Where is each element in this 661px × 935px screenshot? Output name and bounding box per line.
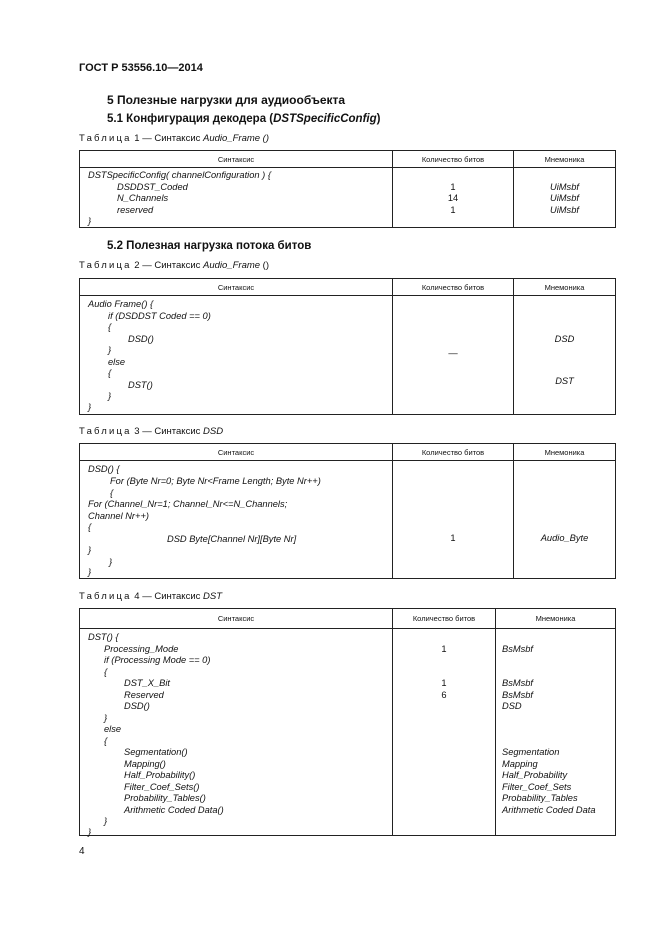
mnemonic-value: DSD	[502, 701, 522, 711]
bits-value: 6	[441, 689, 447, 700]
code-line: Arithmetic Coded Data()	[124, 804, 224, 815]
code-line: }	[104, 816, 108, 826]
code-line: {	[104, 666, 108, 677]
code-line: Reserved	[124, 689, 164, 700]
code-line: DSD()	[128, 333, 154, 344]
mnemonic-value: Arithmetic Coded Data	[502, 804, 596, 815]
subsection-5-2-title: 5.2 Полезная нагрузка потока битов	[107, 240, 312, 252]
code-line: }	[104, 712, 108, 723]
code-line: }	[109, 556, 113, 567]
code-line: DST()	[128, 379, 153, 390]
table2-bits-cell	[393, 296, 514, 415]
mnemonic-value: Mapping	[502, 758, 538, 769]
code-line: {	[104, 735, 108, 746]
table3-caption-text: 3 — Синтаксис	[134, 426, 201, 437]
table2	[79, 278, 616, 415]
code-line: }	[108, 345, 112, 355]
code-line: DSTSpecificConfig( channelConfiguration ) {	[88, 170, 271, 180]
code-line: {	[108, 322, 112, 332]
document-header: ГОСТ Р 53556.10—2014	[79, 62, 203, 74]
table4-syntax-cell	[80, 629, 393, 836]
bits-value: 1	[441, 643, 447, 654]
code-line: else	[108, 356, 126, 367]
code-line: Segmentation()	[124, 747, 188, 757]
code-line: For (Channel_Nr=1; Channel_Nr<=N_Channels;	[88, 499, 288, 509]
table3-syntax-cell	[80, 461, 393, 579]
code-line: }	[88, 827, 92, 837]
bits-value: 1	[450, 204, 456, 215]
code-line: }	[88, 567, 92, 577]
table2-caption	[79, 260, 269, 271]
code-line: For (Byte Nr=0; Byte Nr<Frame Length; Byte Nr++)	[110, 476, 321, 486]
mnemonic-value: BsMsbf	[502, 689, 533, 700]
code-line: else	[104, 724, 122, 734]
table1-header-bits: Количество битов	[393, 151, 514, 168]
code-line: DST() {	[88, 632, 119, 642]
table4-caption-emphasis: DST	[203, 591, 223, 602]
subsection-5-1-suffix: )	[376, 113, 381, 125]
subsection-5-1-prefix: 5.1 Конфигурация декодера (	[107, 113, 274, 125]
table2-header-mnemonic: Мнемоника	[514, 279, 616, 296]
code-line: }	[108, 391, 112, 401]
code-line: {	[108, 368, 112, 378]
code-line: if (DSDDST Coded == 0)	[108, 310, 211, 321]
table4-caption	[79, 591, 222, 602]
code-line: DSD() {	[88, 464, 120, 474]
table1-syntax-cell	[80, 168, 393, 228]
table1	[79, 150, 616, 228]
bits-value: 1	[450, 533, 456, 543]
table4-bits-cell	[393, 629, 496, 836]
table1-header-mnemonic: Мнемоника	[514, 151, 616, 168]
code-line: reserved	[117, 204, 154, 215]
table2-header-syntax: Синтаксис	[80, 279, 393, 296]
table1-caption-text: 1 — Синтаксис	[134, 133, 201, 144]
table4-header-bits: Количество битов	[393, 609, 496, 629]
table3-caption-label: Таблица	[79, 426, 132, 437]
bits-value: —	[448, 348, 458, 358]
table3-header-mnemonic: Мнемоника	[514, 444, 616, 461]
table3-header-syntax: Синтаксис	[80, 444, 393, 461]
code-line: DST_X_Bit	[124, 678, 170, 688]
mnemonic-value: BsMsbf	[502, 678, 533, 688]
code-line: if (Processing Mode == 0)	[104, 655, 211, 665]
subsection-5-1-emphasis: DSTSpecificConfig	[273, 113, 377, 125]
table3-mnemonic-cell	[514, 461, 616, 579]
table4-header-mnemonic: Мнемоника	[496, 609, 616, 629]
mnemonic-value: UiMsbf	[550, 204, 579, 215]
table1-caption	[79, 133, 269, 144]
mnemonic-value: Half_Probability	[502, 770, 568, 780]
table4	[79, 608, 616, 836]
mnemonic-value: UiMsbf	[550, 181, 579, 192]
code-line: Audio Frame() {	[88, 299, 154, 309]
bits-value: 1	[441, 678, 447, 688]
table3	[79, 443, 616, 579]
table2-syntax-cell	[80, 296, 393, 415]
code-line: Mapping()	[124, 758, 166, 769]
table1-mnemonic-cell	[514, 168, 616, 228]
table2-mnemonic-cell	[514, 296, 616, 415]
table3-caption-emphasis: DSD	[203, 426, 224, 437]
code-line: }	[88, 402, 92, 412]
mnemonic-value: DSD	[554, 333, 575, 344]
code-line: }	[88, 216, 92, 226]
code-line: {	[110, 487, 114, 498]
table4-caption-label: Таблица	[79, 591, 132, 602]
table2-caption-text: 2 — Синтаксис	[134, 260, 201, 271]
table1-caption-emphasis: Audio_Frame ()	[203, 133, 270, 144]
mnemonic-value: Segmentation	[502, 747, 560, 757]
table2-caption-label: Таблица	[79, 260, 132, 271]
table2-caption-tail: ()	[260, 260, 270, 271]
table1-caption-label: Таблица	[79, 133, 132, 144]
table4-mnemonic-cell	[496, 629, 616, 836]
bits-value: 1	[450, 181, 456, 192]
table2-caption-emphasis: Audio_Frame	[203, 260, 261, 271]
mnemonic-value: DST	[555, 376, 574, 386]
section-title: 5 Полезные нагрузки для аудиообъекта	[107, 93, 346, 107]
table3-caption	[79, 426, 223, 437]
table1-bits-cell	[393, 168, 514, 228]
table1-header-syntax: Синтаксис	[80, 151, 393, 168]
table2-header-bits: Количество битов	[393, 279, 514, 296]
table3-bits-cell	[393, 461, 514, 579]
mnemonic-value: BsMsbf	[502, 643, 533, 654]
code-line: DSD Byte[Channel Nr][Byte Nr]	[167, 533, 297, 544]
table3-header-bits: Количество битов	[393, 444, 514, 461]
code-line: }	[88, 545, 92, 555]
code-line: DSD()	[124, 701, 150, 711]
code-line: Half_Probability()	[124, 770, 196, 780]
code-line: N_Channels	[117, 193, 169, 203]
mnemonic-value: Filter_Coef_Sets	[502, 781, 572, 792]
mnemonic-value: Probability_Tables	[502, 793, 578, 803]
code-line: Filter_Coef_Sets()	[124, 781, 200, 792]
mnemonic-value: UiMsbf	[550, 193, 579, 203]
table4-header-syntax: Синтаксис	[80, 609, 393, 629]
mnemonic-value: Audio_Byte	[540, 533, 589, 543]
code-line: DSDDST_Coded	[117, 181, 188, 192]
code-line: Channel Nr++)	[88, 510, 149, 521]
bits-value: 14	[447, 193, 459, 203]
code-line: {	[88, 522, 92, 532]
subsection-5-1-title	[107, 113, 380, 125]
table4-caption-text: 4 — Синтаксис	[134, 591, 201, 602]
code-line: Processing_Mode	[104, 643, 179, 654]
page-number: 4	[79, 846, 85, 857]
code-line: Probability_Tables()	[124, 793, 206, 803]
